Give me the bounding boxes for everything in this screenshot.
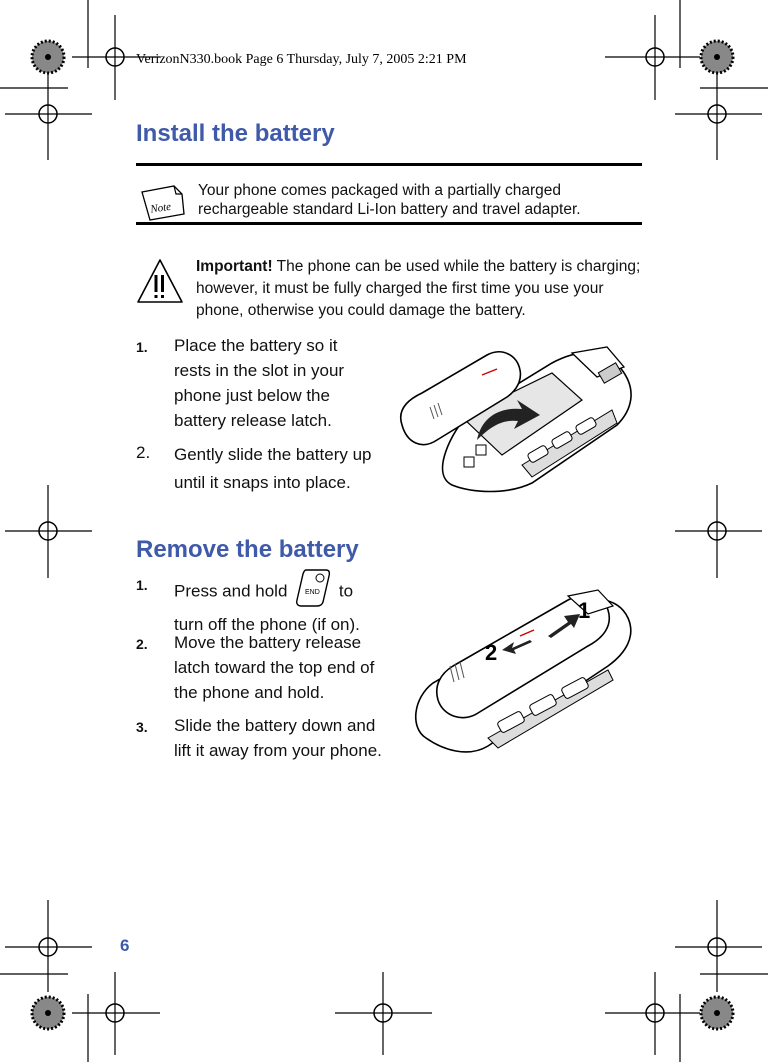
- remove-step-text: [174, 572, 384, 637]
- remove-step-number: 3.: [136, 719, 148, 735]
- install-step-text: Gently slide the battery up until it snaps into place.: [174, 445, 372, 492]
- crosshair-right-lower: [675, 900, 762, 992]
- crosshair-top-right: [605, 15, 700, 100]
- remove-step-text-after: to turn off the phone (if on).: [174, 581, 360, 634]
- crosshair-right-upper: [675, 70, 762, 160]
- install-battery-illustration: [392, 345, 642, 495]
- end-key-label: END: [305, 589, 320, 596]
- crosshair-left-lower: [5, 900, 92, 992]
- note-icon-label: Note: [149, 200, 172, 216]
- remove-battery-illustration: [408, 588, 638, 758]
- crosshair-left-mid: [5, 485, 92, 578]
- callout-2: 2: [485, 640, 498, 665]
- note-icon: [138, 184, 188, 224]
- remove-step-text: Move the battery release latch toward the top end of the phone and hold.: [174, 633, 375, 702]
- note-text: Your phone comes packaged with a partially charged rechargeable standard Li-Ion battery and travel adapter.: [198, 182, 581, 218]
- remove-battery-heading: Remove the battery: [136, 536, 359, 563]
- install-step-number: 1.: [136, 339, 148, 355]
- starburst-bottom-left: [32, 997, 64, 1029]
- important-text: The phone can be used while the battery is charging; however, it must be fully charged the first time you use your phone, otherwise you could damage the battery.: [196, 258, 641, 319]
- remove-step-text-before: Press and hold: [174, 581, 288, 601]
- remove-step-number: 2.: [136, 636, 148, 652]
- crosshair-bottom-center: [335, 972, 432, 1055]
- crosshair-left-upper: [5, 70, 92, 160]
- crosshair-bottom-right: [605, 972, 700, 1055]
- note-top-rule: [136, 163, 642, 166]
- crosshair-bottom-left: [72, 972, 160, 1055]
- note-bottom-rule: [136, 222, 642, 225]
- starburst-top-right: [701, 41, 733, 73]
- page-number: 6: [120, 936, 130, 955]
- starburst-bottom-right: [701, 997, 733, 1029]
- remove-step-number: 1.: [136, 577, 148, 593]
- install-step-number: 2.: [136, 443, 151, 462]
- crosshair-right-mid: [675, 485, 762, 578]
- install-battery-heading: Install the battery: [136, 120, 335, 147]
- starburst-top-left: [32, 41, 64, 73]
- warning-icon: [136, 258, 184, 304]
- important-notice: [196, 256, 641, 322]
- end-key-icon: [296, 568, 330, 608]
- book-header-line: VerizonN330.book Page 6 Thursday, July 7, 2005 2:21 PM: [136, 52, 467, 67]
- important-label: Important!: [196, 258, 273, 275]
- install-step-text: Place the battery so it rests in the slot in your phone just below the battery release latch.: [174, 336, 345, 430]
- remove-step-text: Slide the battery down and lift it away from your phone.: [174, 716, 382, 760]
- callout-1: 1: [578, 598, 591, 623]
